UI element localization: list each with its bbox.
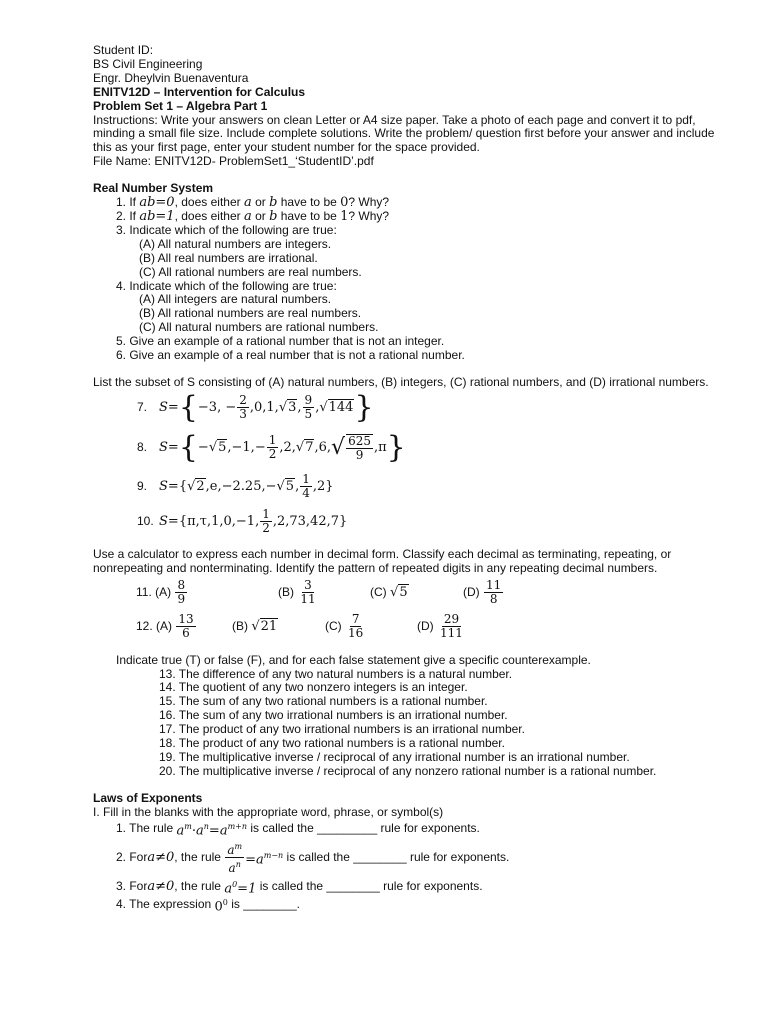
- exp-q3-text-c: is called the ________ rule for exponents.: [259, 878, 483, 893]
- numerator: 29: [443, 612, 460, 627]
- student-id: Student ID:: [93, 43, 154, 57]
- question-1: [93, 196, 733, 210]
- fraction: [346, 613, 365, 640]
- q8-label: 8.: [137, 439, 148, 454]
- numerator: 3: [304, 578, 312, 593]
- q9-label: 9.: [137, 478, 148, 493]
- sym-n: n: [235, 860, 241, 870]
- exp-q1-text-b: is called the _________ rule for exponents.: [250, 820, 480, 835]
- radicand: 7: [305, 439, 314, 455]
- exp-q2-text-c: is called the ________ rule for exponents.: [286, 849, 510, 864]
- q12-option-c: [325, 613, 417, 640]
- denominator: 111: [440, 626, 463, 641]
- sym-a: a: [224, 880, 233, 896]
- q8-fraction-1: [267, 434, 279, 461]
- instructions: Instructions: Write your answers on clean Letter or A4 size paper. Take a photo of each page and convert it to pdf, minding a small file size. Include complete solutions. Write the problem/ question first before your answer and include this as your first page, enter your student number for the space provided.: [93, 112, 715, 155]
- sym-a: a: [219, 822, 228, 838]
- sym-n: n: [203, 821, 209, 831]
- denominator: [227, 858, 243, 875]
- sym-a: a: [176, 822, 185, 838]
- denominator: 2: [262, 521, 270, 536]
- denominator: 6: [182, 626, 190, 641]
- numerator: 625: [348, 433, 371, 448]
- radicand: 144: [328, 399, 354, 415]
- q8-term: −: [197, 439, 209, 455]
- numerator: [225, 840, 244, 858]
- exp-q3-condition: a≠0: [147, 878, 175, 894]
- numerator: 2: [239, 393, 247, 408]
- denominator: 3: [239, 407, 247, 422]
- radicand: 3: [288, 399, 297, 415]
- q11-option-b: [278, 579, 370, 606]
- exp-question-1: [93, 820, 733, 838]
- radicand: 5: [285, 478, 295, 494]
- q10-term: π,τ,1,0,−1,: [187, 513, 260, 529]
- exp-q3-text-b: , the rule: [174, 878, 221, 893]
- document-page: [93, 44, 733, 914]
- numerator: 1: [262, 507, 270, 522]
- sym-m: m: [234, 842, 243, 852]
- q8-sqrt-2: √7: [295, 439, 314, 455]
- var-a: a: [243, 195, 252, 211]
- brace-close: }: [339, 513, 348, 529]
- tf-item-16: 16. The sum of any two irrational numbers is an irrational number.: [159, 708, 508, 723]
- question-10: [93, 504, 733, 540]
- exp-q2-condition: a≠0: [147, 849, 175, 865]
- brace-close: }: [354, 389, 374, 425]
- question-5: 5. Give an example of a rational number that is not an integer.: [116, 334, 445, 349]
- q7-fraction-1: [237, 394, 249, 421]
- tf-item-13: 13. The difference of any two natural numbers is a natural number.: [159, 666, 513, 681]
- q12-option-a: [136, 613, 232, 640]
- fraction: [176, 613, 195, 640]
- q10-term: ,2,73,42,7: [272, 513, 339, 529]
- option-label: (B): [232, 618, 248, 633]
- q7-sqrt-1: √3: [278, 399, 297, 415]
- fraction: [438, 613, 465, 640]
- exp-q3-text: 3. For: [116, 878, 148, 893]
- q8-term: ,−1,−: [227, 439, 266, 455]
- section-heading-laws-of-exponents: Laws of Exponents: [93, 790, 203, 805]
- q8-sqrt-1: √5: [208, 439, 227, 455]
- question-3: 3. Indicate which of the following are true:: [116, 222, 337, 237]
- sym-eq: =: [245, 851, 256, 867]
- numerator: 11: [486, 578, 502, 593]
- question-11: [136, 576, 733, 610]
- q11-label: 11. (A): [136, 584, 172, 599]
- q12-label: 12. (A): [136, 618, 173, 633]
- question-2: [93, 210, 733, 224]
- sym-a: a: [228, 861, 236, 876]
- sym-a: a: [227, 843, 235, 858]
- subset-intro: List the subset of S consisting of (A) natural numbers, (B) integers, (C) rational numbers, and (D) irrational numbers.: [93, 374, 709, 389]
- fraction: [298, 579, 317, 606]
- numerator: 8: [177, 578, 186, 593]
- denominator: 2: [268, 447, 277, 462]
- laws-intro: I. Fill in the blanks with the appropriate word, phrase, or symbol(s): [93, 804, 444, 819]
- quotient-rule-result: [245, 849, 283, 867]
- question-8: [93, 426, 733, 470]
- exp-question-3: [93, 878, 733, 896]
- sym-a: a: [255, 851, 264, 867]
- denominator: 9: [177, 592, 186, 607]
- fraction: [484, 579, 503, 606]
- sym-m: m: [184, 821, 192, 831]
- sym-eq: =: [208, 822, 220, 838]
- radicand: 5: [218, 439, 227, 455]
- q8-sqrt-3: √ $\frac{625}{9}$: [331, 433, 371, 462]
- q7-label: 7.: [137, 399, 148, 414]
- sym-a: a: [196, 822, 204, 838]
- sym-m-minus-n: m−n: [263, 850, 284, 860]
- q2-math: ab=1: [139, 208, 175, 224]
- instructor: Engr. Dheylvin Buenaventura: [93, 70, 249, 85]
- denominator: 16: [348, 626, 364, 641]
- question-9: [93, 470, 733, 504]
- option-label: (C): [370, 584, 387, 599]
- q7-sqrt-2: √144: [319, 399, 354, 415]
- q4-option-c: (C) All natural numbers are rational numbers.: [139, 320, 379, 335]
- q9-sqrt-2: √5: [276, 478, 295, 494]
- sym-eq: =: [237, 880, 249, 896]
- decimal-intro: Use a calculator to express each number in decimal form. Classify each decimal as terminating, repeating, or nonrepeating and nonterminating. Identify the pattern of repeated digits in any repeating decimal numbers.: [93, 546, 672, 575]
- q1-math: ab=0: [139, 195, 175, 211]
- q1-text-c: have to be: [277, 195, 341, 210]
- sym-zero: 0: [222, 897, 228, 907]
- q9-term: ,e,−2.25,−: [205, 478, 277, 494]
- course-title: ENITV12D – Intervention for Calculus: [93, 84, 306, 99]
- q3-option-a: (A) All natural numbers are integers.: [139, 236, 332, 251]
- question-7: [93, 390, 733, 426]
- section-heading-real-number-system: Real Number System: [93, 181, 214, 196]
- question-12: [136, 610, 733, 644]
- denominator: 8: [489, 592, 498, 607]
- option-label: (D): [417, 618, 434, 633]
- tf-item-15: 15. The sum of any two rational numbers is a rational number.: [159, 694, 488, 709]
- q9-term: ,2: [312, 478, 326, 494]
- radicand: 5: [399, 584, 408, 600]
- q7-term: ,: [315, 399, 320, 415]
- exp-q2-text: 2. For: [116, 849, 148, 864]
- q4-option-a: (A) All integers are natural numbers.: [139, 292, 332, 307]
- sym-zero: 0: [214, 898, 223, 914]
- q10-label: 10.: [137, 513, 154, 528]
- numerator: 9: [304, 393, 313, 408]
- q11-option-c: [370, 586, 463, 600]
- q2-text-d: ? Why?: [348, 208, 390, 223]
- or-text: or: [251, 208, 270, 223]
- var-a: a: [243, 208, 252, 224]
- question-6: 6. Give an example of a real number that is not a rational number.: [116, 348, 465, 363]
- q8-term: ,π: [373, 439, 387, 455]
- sqrt: √21: [251, 618, 278, 634]
- set-s-label: S=: [159, 513, 179, 529]
- var-b: b: [269, 195, 278, 211]
- zero-to-zero-expression: [215, 896, 228, 914]
- or-text: or: [251, 195, 270, 210]
- numerator: 1: [268, 433, 277, 448]
- denominator: 4: [302, 486, 310, 501]
- radicand: 21: [260, 618, 278, 634]
- q2-text: 2. If: [116, 208, 140, 223]
- numerator: 1: [302, 472, 310, 487]
- brace-close: }: [325, 478, 334, 494]
- brace-open: {: [178, 389, 198, 425]
- program: BS Civil Engineering: [93, 56, 203, 71]
- file-name: File Name: ENITV12D- ProblemSet1_‘StudentID’.pdf: [93, 154, 374, 169]
- problem-set-title: Problem Set 1 – Algebra Part 1: [93, 98, 268, 113]
- brace-open: {: [178, 478, 188, 494]
- fraction: [175, 579, 187, 606]
- one-value: 1: [340, 208, 349, 224]
- q8-term: ,2,: [279, 439, 296, 455]
- numerator: 7: [351, 612, 360, 627]
- question-4: 4. Indicate which of the following are true:: [116, 278, 337, 293]
- radicand: 2: [196, 478, 205, 494]
- tf-item-14: 14. The quotient of any two nonzero integers is an integer.: [159, 680, 468, 695]
- tf-item-18: 18. The product of any two rational numbers is a rational number.: [159, 736, 505, 751]
- sqrt: √5: [390, 584, 408, 600]
- exp-question-4: [93, 896, 733, 914]
- q2-text-c: have to be: [277, 208, 341, 223]
- q10-fraction: [260, 508, 272, 535]
- exp-q4-text-b: is ________.: [231, 896, 300, 911]
- q7-fraction-2: [303, 394, 315, 421]
- tf-item-19: 19. The multiplicative inverse / reciprocal of any irrational number is an irrational number.: [159, 750, 630, 764]
- denominator: 5: [304, 407, 313, 422]
- option-label: (B): [278, 584, 294, 599]
- set-s-label: S=: [159, 399, 179, 415]
- q7-term: −3, −: [197, 399, 237, 415]
- exp-q4-text: 4. The expression: [116, 896, 212, 911]
- set-s-label: S=: [159, 478, 179, 494]
- zero-value: 0: [340, 195, 349, 211]
- sym-m-plus-n: m+n: [227, 821, 248, 831]
- sym-one: 1: [248, 880, 257, 896]
- denominator: 11: [300, 592, 316, 607]
- denominator: 9: [355, 447, 364, 462]
- set-s-label: S=: [159, 439, 179, 455]
- true-false-intro: Indicate true (T) or false (F), and for each false statement give a specific counterexample.: [116, 652, 591, 667]
- q4-option-b: (B) All rational numbers are real numbers.: [139, 306, 362, 321]
- option-label: (D): [463, 584, 480, 599]
- q1-text-d: ? Why?: [348, 195, 390, 210]
- tf-item-17: 17. The product of any two irrational numbers is an irrational number.: [159, 722, 525, 737]
- quotient-rule-fraction: [225, 840, 244, 875]
- product-rule-formula: [177, 820, 248, 838]
- q2-text-b: , does either: [174, 208, 244, 223]
- q1-text: 1. If: [116, 195, 140, 210]
- q1-text-b: , does either: [174, 195, 244, 210]
- brace-open: {: [178, 513, 188, 529]
- numerator: 13: [178, 612, 194, 627]
- q7-term: ,0,1,: [249, 399, 279, 415]
- q9-sqrt-1: √2: [187, 478, 205, 494]
- brace-close: }: [386, 429, 406, 465]
- q9-term: ,: [295, 478, 300, 494]
- option-label: (C): [325, 618, 342, 633]
- q7-term: ,: [297, 399, 302, 415]
- brace-open: {: [178, 429, 198, 465]
- tf-item-20: 20. The multiplicative inverse / reciprocal of any nonzero rational number is a rational number.: [159, 763, 657, 778]
- sym-dot: ·: [191, 822, 196, 838]
- exp-question-2: [93, 838, 733, 878]
- q12-option-b: [232, 620, 325, 634]
- q12-option-d: [417, 613, 466, 640]
- zero-exponent-formula: [224, 878, 256, 896]
- q11-option-a: [136, 579, 278, 606]
- q11-option-d: [463, 579, 504, 606]
- q3-option-b: (B) All real numbers are irrational.: [139, 250, 318, 265]
- exp-q1-text: 1. The rule: [116, 820, 174, 835]
- q8-term: ,6,: [314, 439, 332, 455]
- q3-option-c: (C) All rational numbers are real numbers.: [139, 264, 362, 279]
- exp-q2-text-b: , the rule: [174, 849, 221, 864]
- sym-zero: 0: [232, 879, 238, 889]
- q9-fraction: [300, 473, 312, 500]
- var-b: b: [269, 208, 278, 224]
